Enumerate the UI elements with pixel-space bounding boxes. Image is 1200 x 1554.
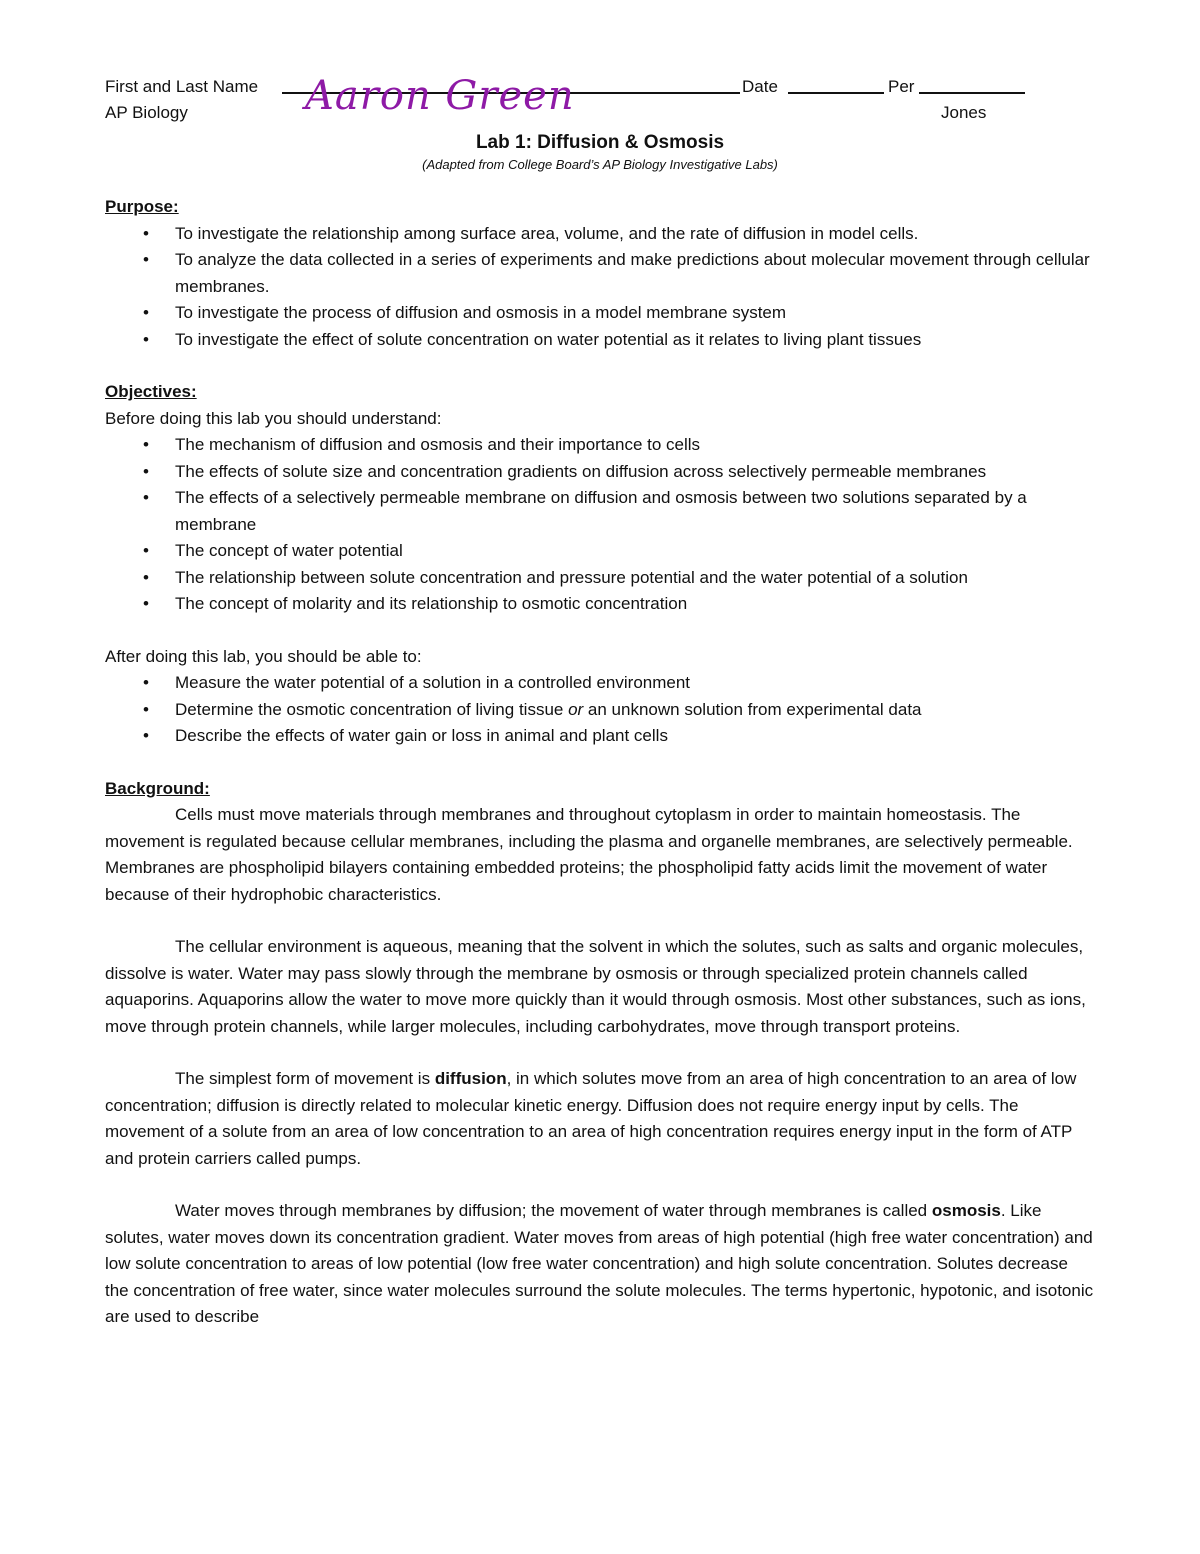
date-label: Date [742,77,778,96]
objectives-intro: Before doing this lab you should understand: [105,408,442,428]
per-label: Per [888,77,915,96]
purpose-item: • To investigate the effect of solute concentration on water potential as it relates to living plant tissues [175,327,1095,354]
paragraph-text: . Like solutes, water moves down its concentration gradient. Water moves from areas of high potential (high free water concentration) and low solute concentration to areas of low potential (low free water concentration) and high solute concentration. Solutes decrease the concentration of free water, since water molecules surround the solute molecules. The terms hypertonic, hypotonic, and isotonic are used to describe [105,1201,1094,1326]
background-paragraph-1: Cells must move materials through membranes and throughout cytoplasm in order to maintain homeostasis. The movement is regulated because cellular membranes, including the plasma and organelle membranes, are selectively permeable. Membranes are phospholipid bilayers containing embedded proteins; the phospholipid fatty acids limit the movement of water because of their hydrophobic characteristics. [105,805,1073,904]
purpose-list [105,221,1095,354]
paragraph-text: The simplest form of movement is [175,1069,435,1088]
purpose-item: • To investigate the relationship among surface area, volume, and the rate of diffusion in model cells. [175,221,1095,248]
after-lab-item: • Measure the water potential of a solution in a controlled environment [175,670,1095,697]
after-lab-item-text: Determine the osmotic concentration of living tissue [175,699,569,719]
course-label: AP Biology [105,103,188,122]
objective-item: • The mechanism of diffusion and osmosis and their importance to cells [175,432,1095,459]
paragraph-text: , in which solutes move from an area of high concentration to an area of low concentration; diffusion is directly related to molecular kinetic energy. Diffusion does not require energy input by cells. The movement of a solute from an area of low concentration to an area of high concentration requires energy input in the form of ATP and protein carriers called pumps. [105,1069,1077,1168]
document-page [105,74,1095,1331]
background-paragraph-3 [105,1066,1095,1172]
header-course-line [105,100,1095,126]
objective-item: • The effects of a selectively permeable membrane on diffusion and osmosis between two solutions separated by a membrane [175,485,1095,538]
date-blank[interactable] [788,74,884,94]
background-paragraph-2: The cellular environment is aqueous, meaning that the solvent in which the solutes, such as salts and organic molecules, dissolve is water. Water may pass slowly through the membrane by osmosis or through specialized protein channels called aquaporins. Aquaporins allow the water to move more quickly than it would through osmosis. Most other substances, such as ions, move through protein channels, while larger molecules, including carbohydrates, move through transport proteins. [105,937,1086,1036]
objectives-heading: Objectives: [105,382,197,401]
objective-item: • The relationship between solute concentration and pressure potential and the water potential of a solution [175,565,1095,592]
objective-item: • The concept of water potential [175,538,1095,565]
name-label: First and Last Name [105,77,259,96]
document-subtitle: (Adapted from College Board’s AP Biology Investigative Labs) [422,157,778,172]
purpose-heading: Purpose: [105,197,179,216]
objectives-list [105,432,1095,618]
after-lab-intro: After doing this lab, you should be able to: [105,646,422,666]
after-lab-item-text: an unknown solution from experimental data [583,699,922,719]
term-diffusion: diffusion [434,1069,507,1088]
after-lab-list [105,670,1095,750]
objective-item: • The effects of solute size and concentration gradients on diffusion across selectively permeable membranes [175,459,1095,486]
background-heading: Background: [105,778,210,798]
document-title: Lab 1: Diffusion & Osmosis [475,132,725,153]
after-lab-item: • Describe the effects of water gain or loss in animal and plant cells [175,723,1095,750]
background-paragraph-4 [105,1198,1095,1331]
per-blank[interactable] [919,74,1025,94]
teacher-label: Jones [941,103,987,122]
paragraph-text: Water moves through membranes by diffusion; the movement of water through membranes is called [175,1201,932,1220]
after-lab-item [175,697,1095,724]
student-signature: Aaron Green [305,73,575,119]
purpose-item: • To analyze the data collected in a series of experiments and make predictions about molecular movement through cellular membranes. [175,247,1095,300]
purpose-item: • To investigate the process of diffusion and osmosis in a model membrane system [175,300,1095,327]
term-osmosis: osmosis [931,1201,1001,1220]
objective-item: • The concept of molarity and its relationship to osmotic concentration [175,591,1095,618]
after-lab-item-emphasis: or [568,699,584,719]
